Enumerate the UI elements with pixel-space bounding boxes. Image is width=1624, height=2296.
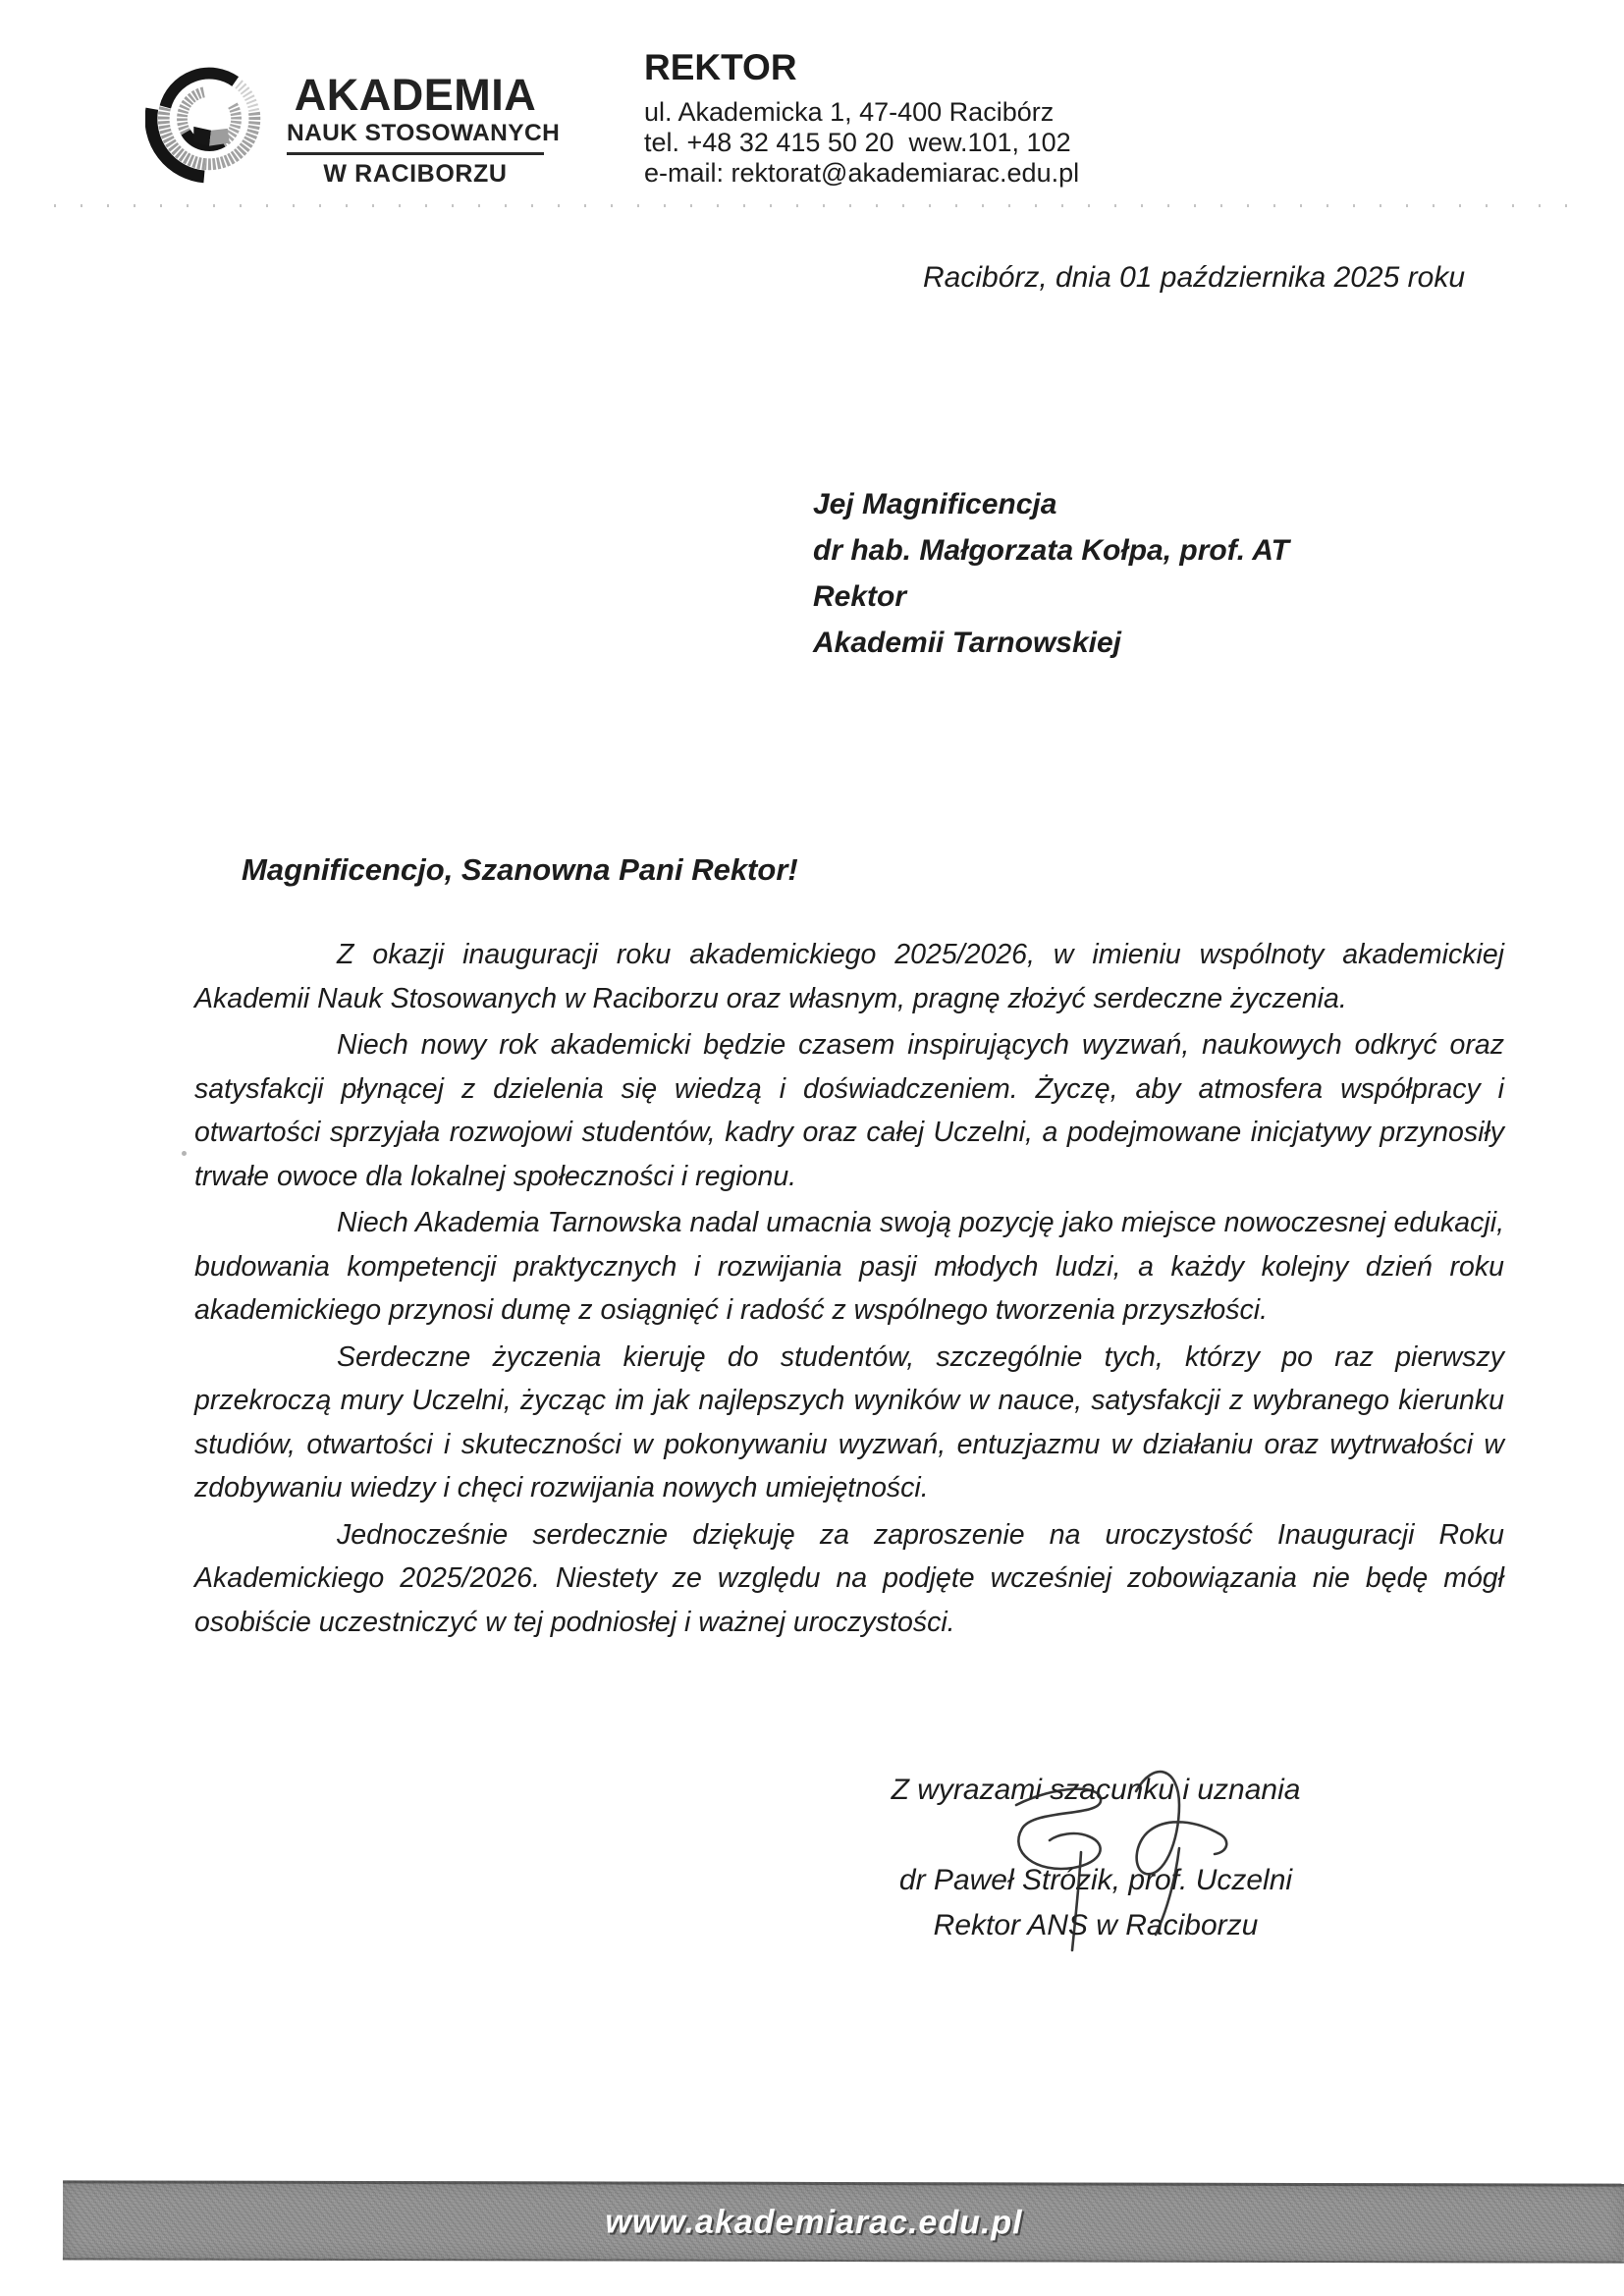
valediction: Z wyrazami szacunku i uznania: [891, 1774, 1301, 1806]
website-text: www.akademiarac.edu.pl: [605, 2202, 1023, 2241]
recipient-line: Akademii Tarnowskiej: [813, 627, 1122, 659]
wordmark-line-nauk: NAUK STOSOWANYCH: [287, 120, 561, 146]
letter-paragraph: Z okazji inauguracji roku akademickiego 2025/2026, w imieniu wspólnoty akademickiej Akademii Nauk Stosowanych w Raciborzu oraz własnym, pragnę złożyć serdeczne życzenia.: [194, 939, 1504, 1014]
signer-title: Rektor ANS w Raciborzu: [933, 1909, 1259, 1941]
header-dotted-divider: [54, 204, 1582, 207]
footer-banner: [63, 2180, 1624, 2263]
letter-paragraph: Serdeczne życzenia kieruję do studentów, szczególnie tych, którzy po raz pierwszy przekroczą mury Uczelni, życząc im jak najlepszych wyników w nauce, satysfakcji z wybranego kierunku studiów, otwartości i skuteczności w pokonywaniu wyzwań, entuzjazmu w działaniu oraz wytrwałości w zdobywaniu wiedzy i chęci rozwijania nowych umiejętności.: [194, 1340, 1504, 1503]
letter-paragraph: Niech Akademia Tarnowska nadal umacnia swoją pozycję jako miejsce nowoczesnej edukacji, budowania kompetencji praktycznych i rozwijania pasji młodych ludzi, a każdy kolejny dzień roku akademickiego przynosi dumę z osiągnięć i radość z wspólnego tworzenia przyszłości.: [194, 1207, 1504, 1326]
recipient-line: Jej Magnificencja: [813, 488, 1057, 520]
letter-body: [194, 933, 1504, 1647]
recipient-block: [813, 481, 1289, 666]
scan-dot-artifact: [182, 1151, 187, 1156]
letter-paragraph: Niech nowy rok akademicki będzie czasem inspirujących wyzwań, naukowych odkryć oraz satysfakcji płynącej z dzielenia się wiedzą i doświadczeniem. Życzę, aby atmosfera współpracy i otwartości sprzyjała rozwojowi studentów, kadry oraz całej Uczelni, a podejmowane inicjatywy przynosiły trwałe owoce dla lokalnej społeczności i regionu.: [194, 1029, 1504, 1192]
salutation: Magnificencjo, Szanowna Pani Rektor!: [242, 852, 798, 887]
wordmark-rule: [287, 152, 544, 155]
wordmark-line-akademia: AKADEMIA: [294, 70, 537, 120]
date-line: Racibórz, dnia 01 października 2025 roku: [923, 261, 1465, 294]
closing-block: [831, 1774, 1361, 1948]
signer-name: dr Paweł Strózik, prof. Uczelni: [898, 1864, 1293, 1896]
rector-office-block: [644, 49, 1079, 189]
wordmark-line-raciborz: W RACIBORZU: [323, 160, 508, 188]
letter-paragraph: Jednocześnie serdecznie dziękuję za zaproszenie na uroczystość Inauguracji Roku Akademickiego 2025/2026. Niestety ze względu na podjęte wcześniej zobowiązania nie będę mógł osobiście uczestniczyć w tej podniosłej i ważnej uroczystości.: [194, 1518, 1504, 1638]
office-title: REKTOR: [644, 47, 797, 87]
ans-raciborz-logo-icon: [145, 49, 281, 185]
office-address: ul. Akademicka 1, 47-400 Racibórz: [644, 97, 1055, 127]
recipient-line: dr hab. Małgorzata Kołpa, prof. AT: [813, 534, 1290, 567]
office-phone: tel. +48 32 415 50 20 wew.101, 102: [644, 128, 1071, 157]
recipient-line: Rektor: [813, 580, 907, 613]
office-email: e-mail: rektorat@akademiarac.edu.pl: [644, 158, 1080, 188]
university-wordmark: [287, 70, 561, 189]
